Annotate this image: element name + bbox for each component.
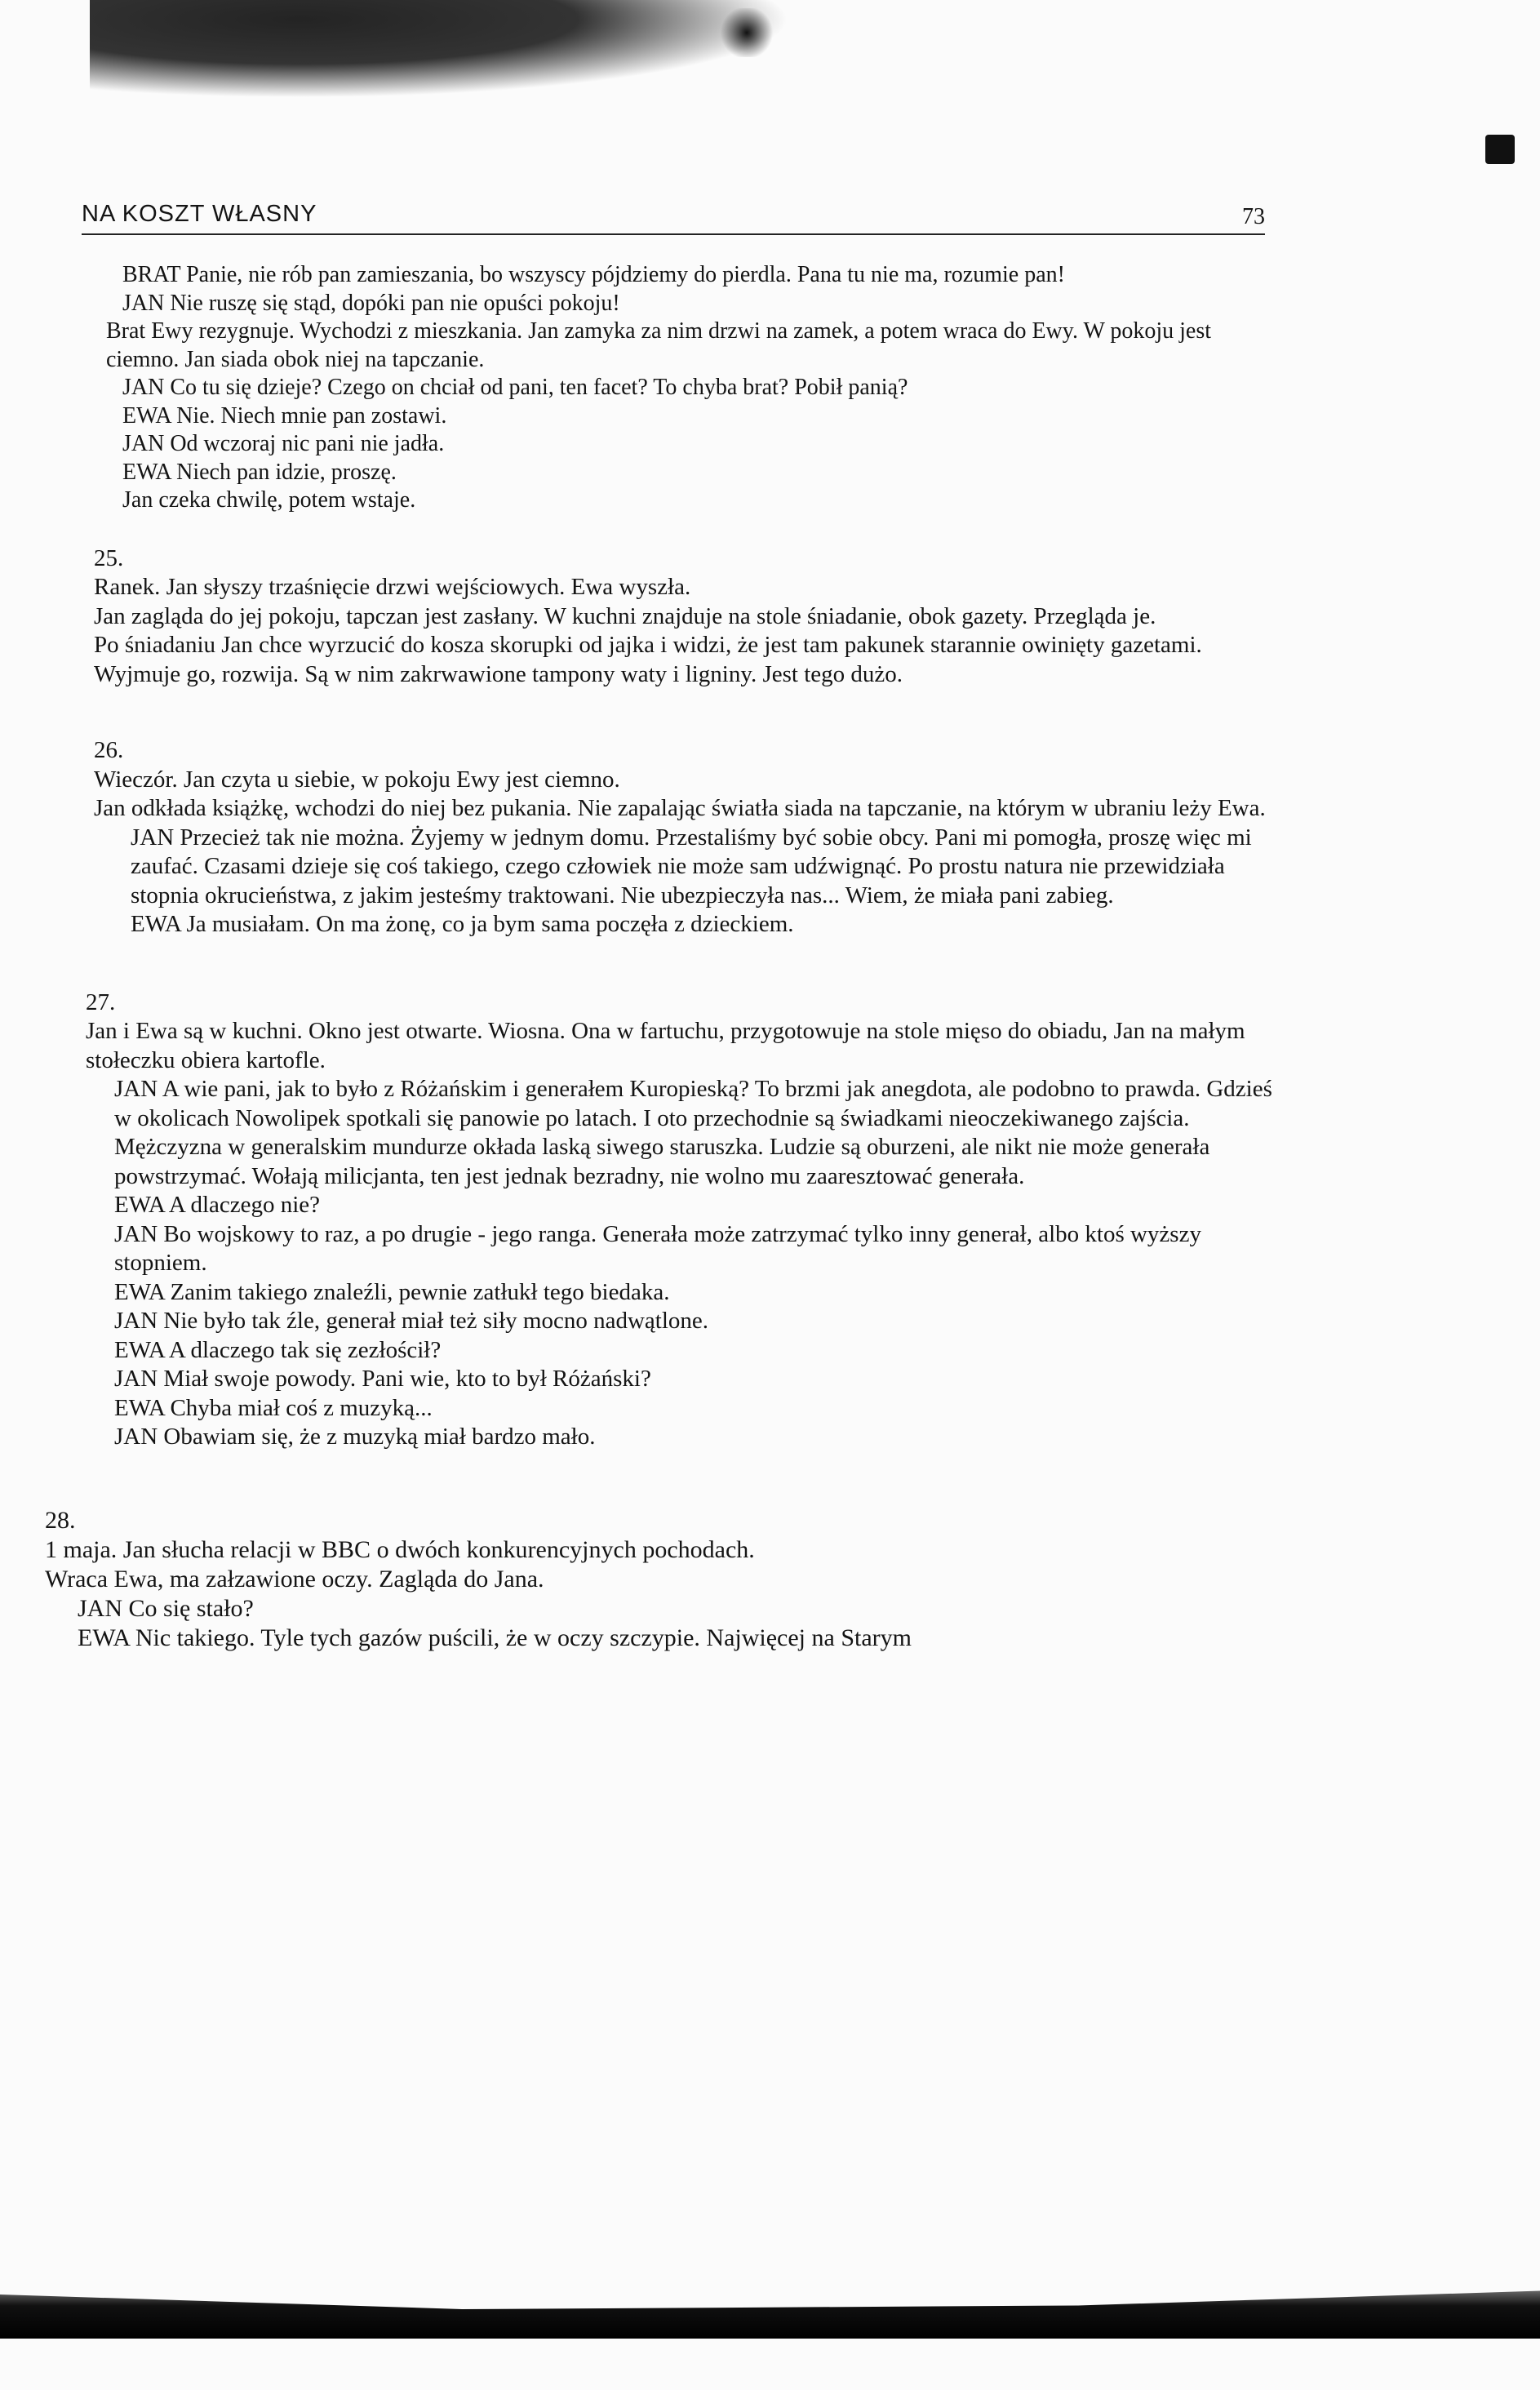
scene-number: 27.: [86, 988, 116, 1015]
stage-direction: Jan czeka chwilę, potem wstaje.: [122, 487, 416, 513]
stage-direction: Jan odkłada książkę, wchodzi do niej bez pukania. Nie zapalając światła siada na tapczanie, na którym w ubraniu leży Ewa.: [94, 795, 1266, 821]
scene-number: 25.: [94, 544, 124, 571]
stage-direction: 1 maja. Jan słucha relacji w BBC o dwóch konkurencyjnych pochodach.: [45, 1535, 755, 1563]
running-title: NA KOSZT WŁASNY: [82, 201, 317, 227]
stage-direction: Po śniadaniu Jan chce wyrzucić do kosza skorupki od jajka i widzi, że jest tam pakunek starannie owinięty gazetami. Wyjmuje go, rozwija. Są w nim zakrwawione tampony waty i ligniny. Jest tego dużo.: [94, 632, 1202, 687]
dialog-line: EWA Ja musiałam. On ma żonę, co ja bym sama poczęła z dzieckiem.: [131, 911, 794, 937]
dialog-line: EWA Zanim takiego znaleźli, pewnie zatłukł tego biedaka.: [114, 1278, 670, 1305]
dialog-line: JAN Nie było tak źle, generał miał też siły mocno nadwątlone.: [114, 1308, 709, 1334]
dialog-line: EWA A dlaczego tak się zezłościł?: [114, 1336, 442, 1363]
dialog-line: JAN Obawiam się, że z muzyką miał bardzo mało.: [114, 1424, 596, 1450]
scan-ink-smudge-bottom: [0, 2265, 1540, 2339]
scan-ink-mark-right: [1485, 135, 1515, 164]
scene-28: [45, 1506, 1285, 1653]
dialog-line: EWA A dlaczego nie?: [114, 1192, 321, 1218]
dialog-line: EWA Chyba miał coś z muzyką...: [114, 1394, 433, 1421]
dialog-line: JAN Od wczoraj nic pani nie jadła.: [122, 431, 445, 456]
dialog-line: JAN Bo wojskowy to raz, a po drugie - jego ranga. Generała może zatrzymać tylko inny generał, albo ktoś wyższy stopniem.: [114, 1220, 1201, 1276]
dialog-line: EWA Nie. Niech mnie pan zostawi.: [122, 402, 447, 429]
stage-direction: Ranek. Jan słyszy trzaśnięcie drzwi wejściowych. Ewa wyszła.: [94, 574, 691, 600]
stage-direction: Wraca Ewa, ma załzawione oczy. Zagląda do Jana.: [45, 1565, 544, 1593]
dialog-line: JAN Miał swoje powody. Pani wie, kto to był Różański?: [114, 1366, 651, 1392]
stage-direction: Jan zagląda do jej pokoju, tapczan jest zasłany. W kuchni znajduje na stole śniadanie, obok gazety. Przegląda je.: [94, 602, 1156, 629]
page-body: [45, 261, 1285, 1653]
scan-ink-smudge-top: [90, 0, 792, 98]
dialog-line: BRAT Panie, nie rób pan zamieszania, bo wszyscy pójdziemy do pierdla. Pana tu nie ma, rozumie pan!: [122, 262, 1065, 287]
scan-ink-blot: [718, 8, 775, 57]
opening-block: [78, 261, 1285, 515]
stage-direction: Wieczór. Jan czyta u siebie, w pokoju Ewy jest ciemno.: [94, 766, 620, 793]
stage-direction: Brat Ewy rezygnuje. Wychodzi z mieszkania. Jan zamyka za nim drzwi na zamek, a potem wraca do Ewy. W pokoju jest ciemno. Jan siada obok niej na tapczanie.: [106, 318, 1212, 372]
scene-number: 26.: [94, 737, 124, 763]
scene-number: 28.: [45, 1506, 76, 1534]
stage-direction: Jan i Ewa są w kuchni. Okno jest otwarte. Wiosna. Ona w fartuchu, przygotowuje na stole mięso do obiadu, Jan na małym stołeczku obiera kartofle.: [86, 1018, 1245, 1073]
dialog-line: EWA Nic takiego. Tyle tych gazów puścili, że w oczy szczypie. Najwięcej na Starym: [78, 1624, 912, 1651]
scene-26: [78, 736, 1285, 940]
header-rule: [82, 233, 1265, 235]
dialog-line: JAN Co się stało?: [78, 1594, 254, 1622]
dialog-line: JAN Nie ruszę się stąd, dopóki pan nie opuści pokoju!: [122, 290, 620, 316]
dialog-line: JAN Co tu się dzieje? Czego on chciał od pani, ten facet? To chyba brat? Pobił panią?: [122, 375, 908, 400]
dialog-line: JAN A wie pani, jak to było z Różańskim i generałem Kuropieską? To brzmi jak anegdota, ale podobno to prawda. Gdzieś w okolicach Nowolipek spotkali się panowie po latach. I oto przechodnie są świadkami nieoczekiwanego zajścia. Mężczyzna w generalskim mundurze okłada laską siwego staruszka. Ludzie są oburzeni, ale nikt nie może generała powstrzymać. Wołają milicjanta, ten jest jednak bezradny, nie wolno mu zaaresztować generała.: [114, 1076, 1272, 1189]
scene-25: [78, 544, 1285, 690]
scene-27: [78, 988, 1285, 1452]
dialog-line: EWA Niech pan idzie, proszę.: [122, 459, 397, 485]
page-number: 73: [1242, 204, 1265, 229]
dialog-line: JAN Przecież tak nie można. Żyjemy w jednym domu. Przestaliśmy być sobie obcy. Pani mi pomogła, proszę więc mi zaufać. Czasami dzieje się coś takiego, czego człowiek nie może sam udźwignąć. Po prostu natura nie przewidziała stopnia okrucieństwa, z jakim jesteśmy traktowani. Nie ubezpieczyła nas... Wiem, że miała pani zabieg.: [131, 824, 1252, 908]
